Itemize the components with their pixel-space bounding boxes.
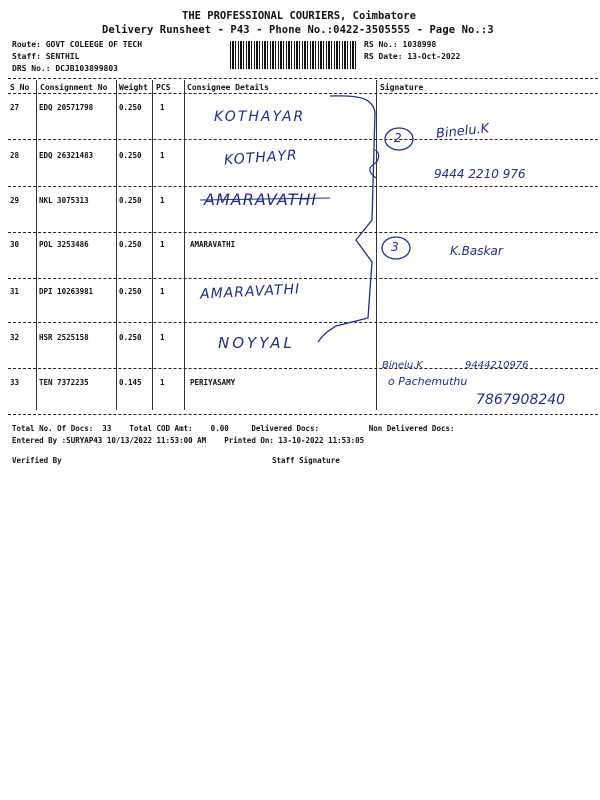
row-weight: 0.250 <box>119 103 142 112</box>
row-weight: 0.250 <box>119 240 142 249</box>
verified-by: Verified By <box>12 456 62 465</box>
row-pcs: 1 <box>160 333 165 342</box>
hw-noyyal: NOYYAL <box>218 334 295 352</box>
staff-label: Staff: SENTHIL <box>12 52 80 61</box>
company-title: THE PROFESSIONAL COURIERS, Coimbatore <box>182 10 416 22</box>
row-consignment: NKL 3075313 <box>39 196 89 205</box>
hw-signature-binelu: Binelu.K <box>435 121 490 142</box>
totals-line: Total No. Of Docs: 33 Total COD Amt: 0.00 Delivered Docs: Non Delivered Docs: <box>12 424 455 433</box>
bracket-stroke <box>318 96 375 342</box>
row-weight: 0.145 <box>119 378 142 387</box>
row-weight: 0.250 <box>119 196 142 205</box>
hw-signature-pachemuthu: o Pachemuthu <box>388 375 468 388</box>
col-weight: Weight <box>119 83 148 92</box>
hw-kothayar: KOTHAYAR <box>214 109 306 125</box>
row-pcs: 1 <box>160 151 165 160</box>
row-weight: 0.250 <box>119 287 142 296</box>
row-pcs: 1 <box>160 378 165 387</box>
row-sno: 33 <box>10 378 20 387</box>
col-consignee: Consignee Details <box>187 83 269 92</box>
col-consignment: Consignment No <box>40 83 108 92</box>
row-weight: 0.250 <box>119 151 142 160</box>
col-signature: Signature <box>380 83 424 92</box>
hw-amaravathi-2: AMARAVATHI <box>199 281 301 303</box>
row-consignment: TEN 7372235 <box>39 378 89 387</box>
hw-kothayr: KOTHAYR <box>223 147 299 169</box>
hw-circle-2: 2 <box>394 131 402 145</box>
row-consignee: PERIYASAMY <box>190 378 236 387</box>
hw-phone-2: 9444210976 <box>465 360 529 371</box>
hw-circle-3: 3 <box>391 240 399 254</box>
row-consignee: AMARAVATHI <box>190 240 236 249</box>
hw-signature-kbaskar: K.Baskar <box>450 244 503 258</box>
row-consignment: POL 3253486 <box>39 240 89 249</box>
hw-signature-binelu-2: Binelu.K <box>382 360 423 371</box>
row-sno: 27 <box>10 103 20 112</box>
hw-phone-3: 7867908240 <box>476 392 566 408</box>
row-sno: 29 <box>10 196 20 205</box>
row-sno: 30 <box>10 240 20 249</box>
row-sno: 28 <box>10 151 20 160</box>
row-pcs: 1 <box>160 287 165 296</box>
col-pcs: PCS <box>156 83 171 92</box>
row-weight: 0.250 <box>119 333 142 342</box>
runsheet-subtitle: Delivery Runsheet - P43 - Phone No.:0422-3505555 - Page No.:3 <box>102 24 494 36</box>
row-consignment: HSR 2525158 <box>39 333 89 342</box>
route-label: Route: GOVT COLEEGE OF TECH <box>12 40 143 49</box>
rs-date: RS Date: 13-Oct-2022 <box>364 52 461 61</box>
row-consignment: EDQ 26321483 <box>39 151 94 160</box>
row-pcs: 1 <box>160 103 165 112</box>
row-consignment: DPI 10263981 <box>39 287 94 296</box>
row-pcs: 1 <box>160 240 165 249</box>
entered-line: Entered By :SURYAP43 10/13/2022 11:53:00 AM Printed On: 13-10-2022 11:53:05 <box>12 436 365 445</box>
hw-phone-1: 9444 2210 976 <box>434 167 526 181</box>
hw-amaravathi: AMARAVATHI <box>204 190 318 209</box>
rs-number: RS No.: 1038998 <box>364 40 437 49</box>
row-pcs: 1 <box>160 196 165 205</box>
row-sno: 32 <box>10 333 20 342</box>
row-consignment: EDQ 20571798 <box>39 103 94 112</box>
drs-label: DRS No.: DCJB103899803 <box>12 64 118 73</box>
col-sno: S No <box>10 83 30 92</box>
row-sno: 31 <box>10 287 20 296</box>
staff-signature: Staff Signature <box>272 456 340 465</box>
